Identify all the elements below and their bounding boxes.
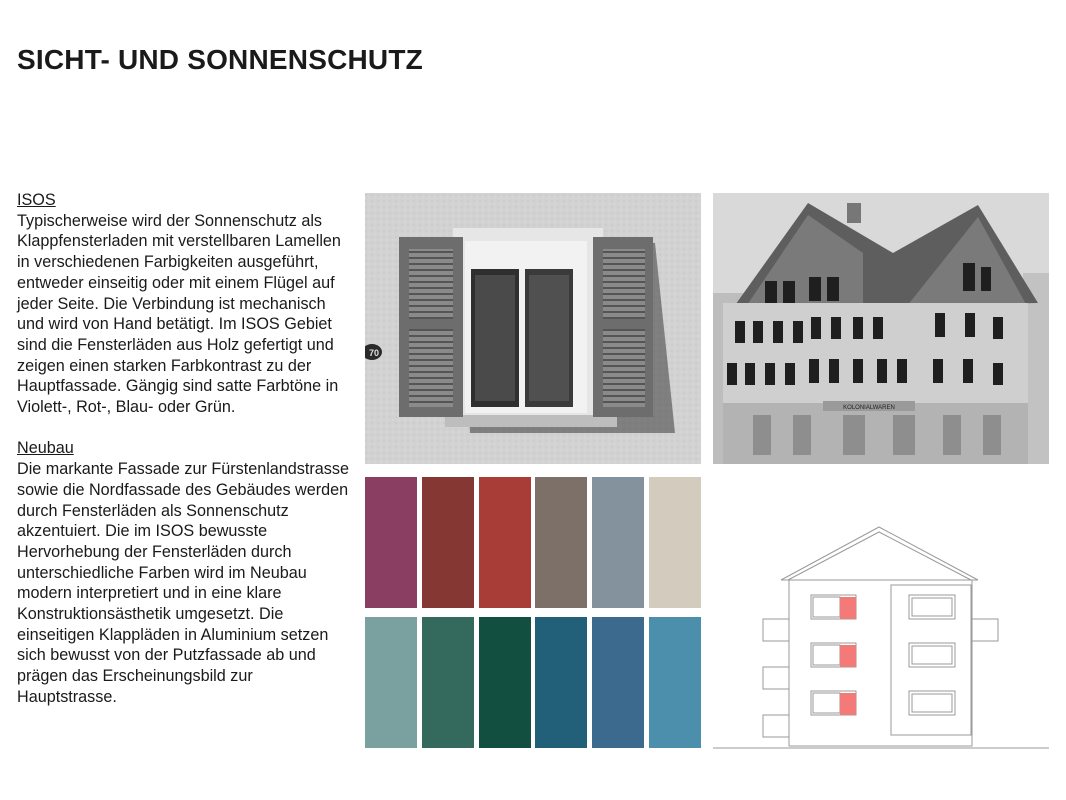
color-swatch-2-1 bbox=[365, 617, 417, 748]
isos-section bbox=[17, 190, 352, 418]
color-swatch-2-6 bbox=[649, 617, 701, 748]
color-swatch-1-5 bbox=[592, 477, 644, 608]
window-shutter-photo bbox=[365, 193, 701, 464]
color-swatch-2-5 bbox=[592, 617, 644, 748]
isos-heading: ISOS bbox=[17, 191, 56, 209]
color-swatch-1-1 bbox=[365, 477, 417, 608]
text-column bbox=[17, 190, 352, 708]
color-swatch-2-3 bbox=[479, 617, 531, 748]
house-number: 70 bbox=[369, 348, 380, 358]
color-swatch-2-4 bbox=[535, 617, 587, 748]
page-title: SICHT- UND SONNENSCHUTZ bbox=[17, 44, 423, 75]
historic-building-photo bbox=[713, 193, 1049, 464]
neubau-body: Die markante Fassade zur Fürstenlandstrasse sowie die Nordfassade des Gebäudes werden durch Fensterläden als Sonnenschutz akzentuiert. Die im ISOS bewusste Hervorhebung der Fensterläden durch unterschiedliche Farben wird im Neubau modern interpretiert und in eine klare Konstruktionsästhetik umgesetzt. Die einseitigen Klappläden in Aluminium setzen sich bewusst von der Putzfassade ab und prägen das Erscheinungsbild zur Hauptstrasse. bbox=[17, 460, 349, 706]
facade-elevation-drawing bbox=[713, 477, 1049, 749]
color-swatch-1-3 bbox=[479, 477, 531, 608]
color-swatch-1-4 bbox=[535, 477, 587, 608]
accent-shutters bbox=[840, 597, 856, 715]
color-palette bbox=[365, 477, 701, 749]
isos-body: Typischerweise wird der Sonnenschutz als Klappfensterladen mit verstellbaren Lamellen in verschiedenen Farbigkeiten ausgeführt, entweder einseitig oder mit einem Flügel auf jeder Seite. Die Verbindung ist mechanisch und wird von Hand betätigt. Im ISOS Gebiet sind die Fensterläden aus Holz gefertigt und zeigen einen starken Farbkontrast zu der Hauptfassade. Gängig sind satte Farbtöne in Violett-, Rot-, Blau- oder Grün. bbox=[17, 211, 341, 417]
neubau-section bbox=[17, 438, 352, 707]
neubau-heading: Neubau bbox=[17, 439, 74, 458]
shop-sign: KOLONIALWAREN bbox=[843, 405, 895, 411]
color-swatch-1-2 bbox=[422, 477, 474, 608]
color-swatch-1-6 bbox=[649, 477, 701, 608]
color-swatch-2-2 bbox=[422, 617, 474, 748]
